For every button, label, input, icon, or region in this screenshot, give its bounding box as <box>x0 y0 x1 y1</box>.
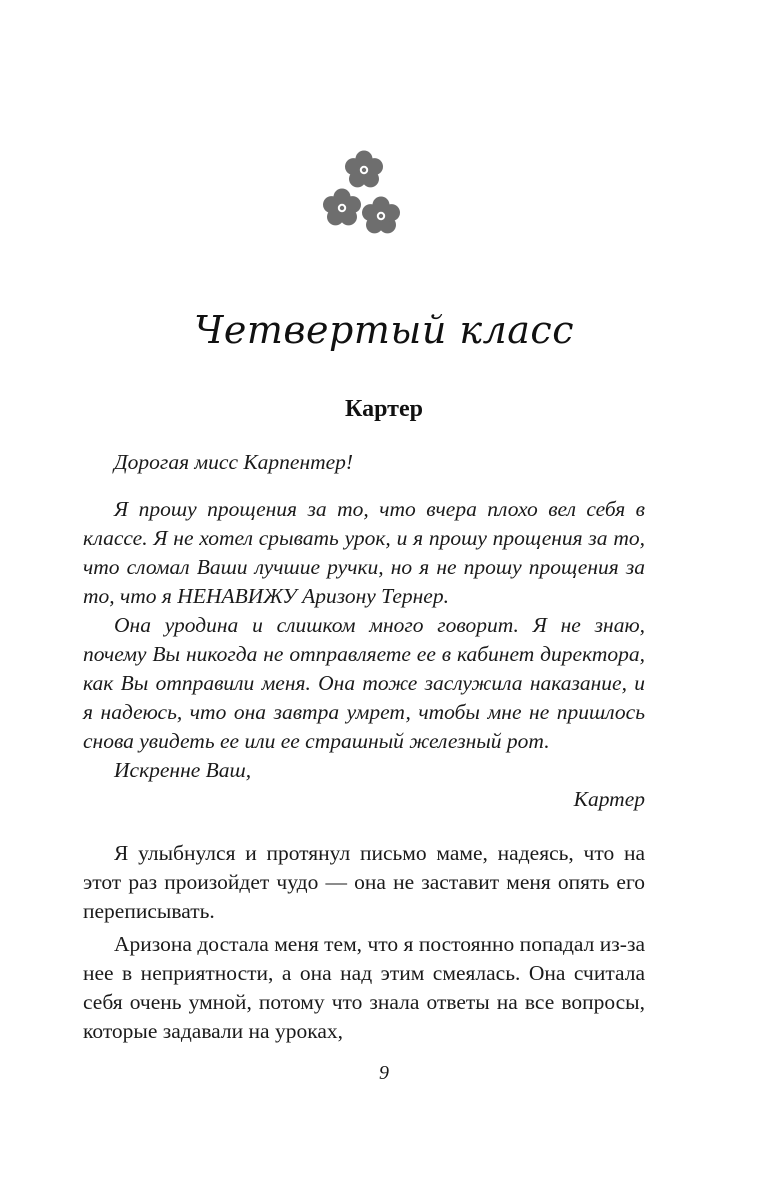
letter-paragraph: Я прошу прощения за то, что вчера плохо вел себя в классе. Я не хотел срывать урок, и я прошу прощения за то, что сломал Ваши лучшие ручки, но я не прошу прощения за то, что я НЕНАВИЖУ Аризону Тернер. <box>83 497 645 608</box>
flower-top-icon <box>345 151 383 188</box>
letter-paragraph: Она уродина и слишком много говорит. Я не знаю, почему Вы никогда не отправляете ее в кабинет директора, как Вы отправили меня. Она тоже заслужила наказание, и я надеюсь, что она завтра умрет, чтобы мне не пришлось снова увидеть ее или ее страшный железный рот. <box>83 613 645 753</box>
section-title: Картер <box>345 396 423 422</box>
flower-left-icon <box>323 189 361 226</box>
letter-signature: Картер <box>573 787 645 811</box>
letter-closing: Искренне Ваш, <box>114 758 252 782</box>
letter-salutation: Дорогая мисс Карпентер! <box>114 450 354 474</box>
body-text <box>83 839 645 1046</box>
flower-right-icon <box>362 197 400 234</box>
body-paragraph: Я улыбнулся и протянул письмо маме, надеясь, что на этот раз произойдет чудо — она не заставит меня опять его переписывать. <box>83 841 645 923</box>
page-number: 9 <box>379 1062 389 1084</box>
chapter-title: Четвертый класс <box>194 308 574 352</box>
flower-ornament-icon <box>318 148 408 244</box>
body-paragraph: Аризона достала меня тем, что я постоянно попадал из-за нее в неприятности, а она над этим смеялась. Она считала себя очень умной, потому что знала ответы на все вопросы, которые задавали на уроках, <box>83 932 645 1043</box>
letter <box>83 448 645 814</box>
